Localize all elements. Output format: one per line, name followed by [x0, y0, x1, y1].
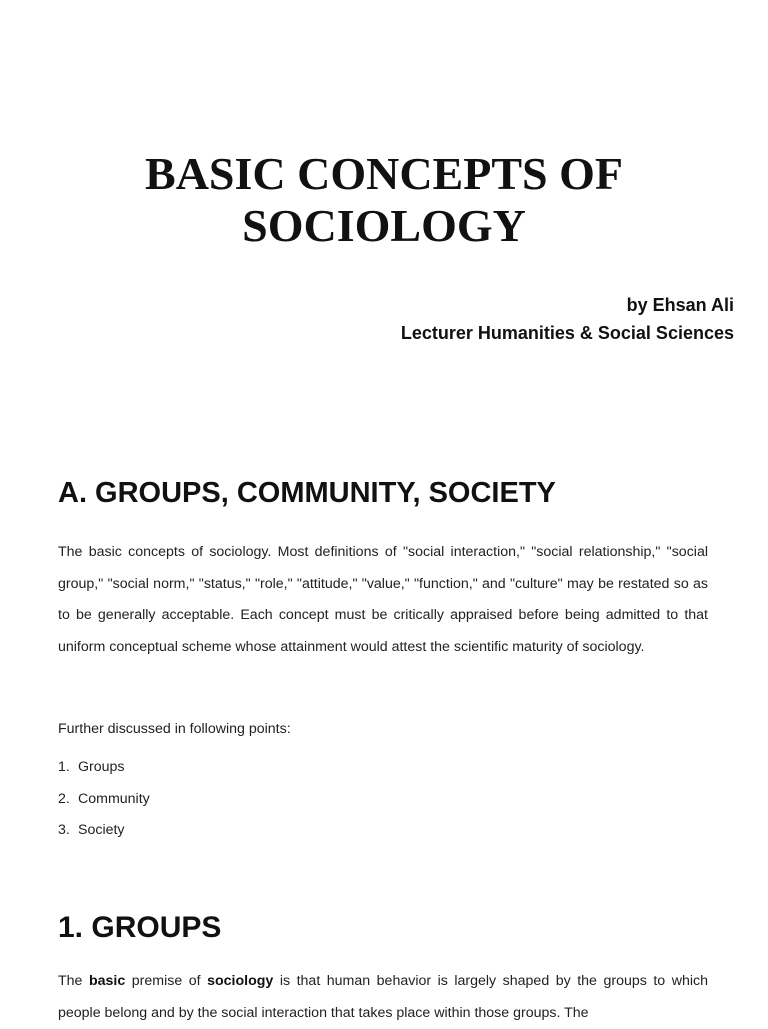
groups-paragraph — [58, 966, 708, 1029]
author-block — [401, 291, 734, 347]
list-item-label: Community — [78, 790, 150, 807]
groups-heading: 1. GROUPS — [58, 911, 222, 944]
groups-text-the: The — [58, 973, 83, 989]
document-title — [0, 148, 768, 252]
section-a-paragraph: The basic concepts of sociology. Most definitions of "social interaction," "social relationship," "social group," "social norm," "status," "role," "attitude," "value," "function," and "culture" may be restated so as to be generally acceptable. Each concept must be critically appraised before being admitted to that uniform conceptual scheme whose attainment would attest the scientific maturity of sociology. — [58, 544, 708, 655]
author-name: by Ehsan Ali — [626, 295, 734, 315]
list-item — [58, 784, 150, 816]
list-item-number: 2. — [58, 790, 70, 807]
further-discussed-text: Further discussed in following points: — [58, 721, 291, 737]
list-item-label: Groups — [78, 759, 125, 775]
list-item — [58, 752, 150, 784]
list-item-label: Society — [78, 822, 125, 839]
list-item — [58, 815, 150, 847]
list-item-number: 1. — [58, 759, 70, 775]
groups-text-premise: premise of — [131, 973, 201, 989]
groups-bold-sociology: sociology — [207, 973, 274, 989]
points-list — [58, 752, 150, 847]
groups-text-rest: is that human behavior is largely shaped by the groups to which people belong and by the social interaction that takes place within those groups. The — [58, 973, 708, 1021]
list-item-number: 3. — [58, 822, 70, 839]
document-title-line-1: BASIC CONCEPTS OF — [145, 148, 623, 199]
author-affiliation: Lecturer Humanities & Social Sciences — [400, 323, 734, 343]
groups-bold-basic: basic — [88, 973, 126, 989]
document-title-line-2: SOCIOLOGY — [242, 200, 526, 251]
section-a-heading: A. GROUPS, COMMUNITY, SOCIETY — [58, 477, 556, 509]
